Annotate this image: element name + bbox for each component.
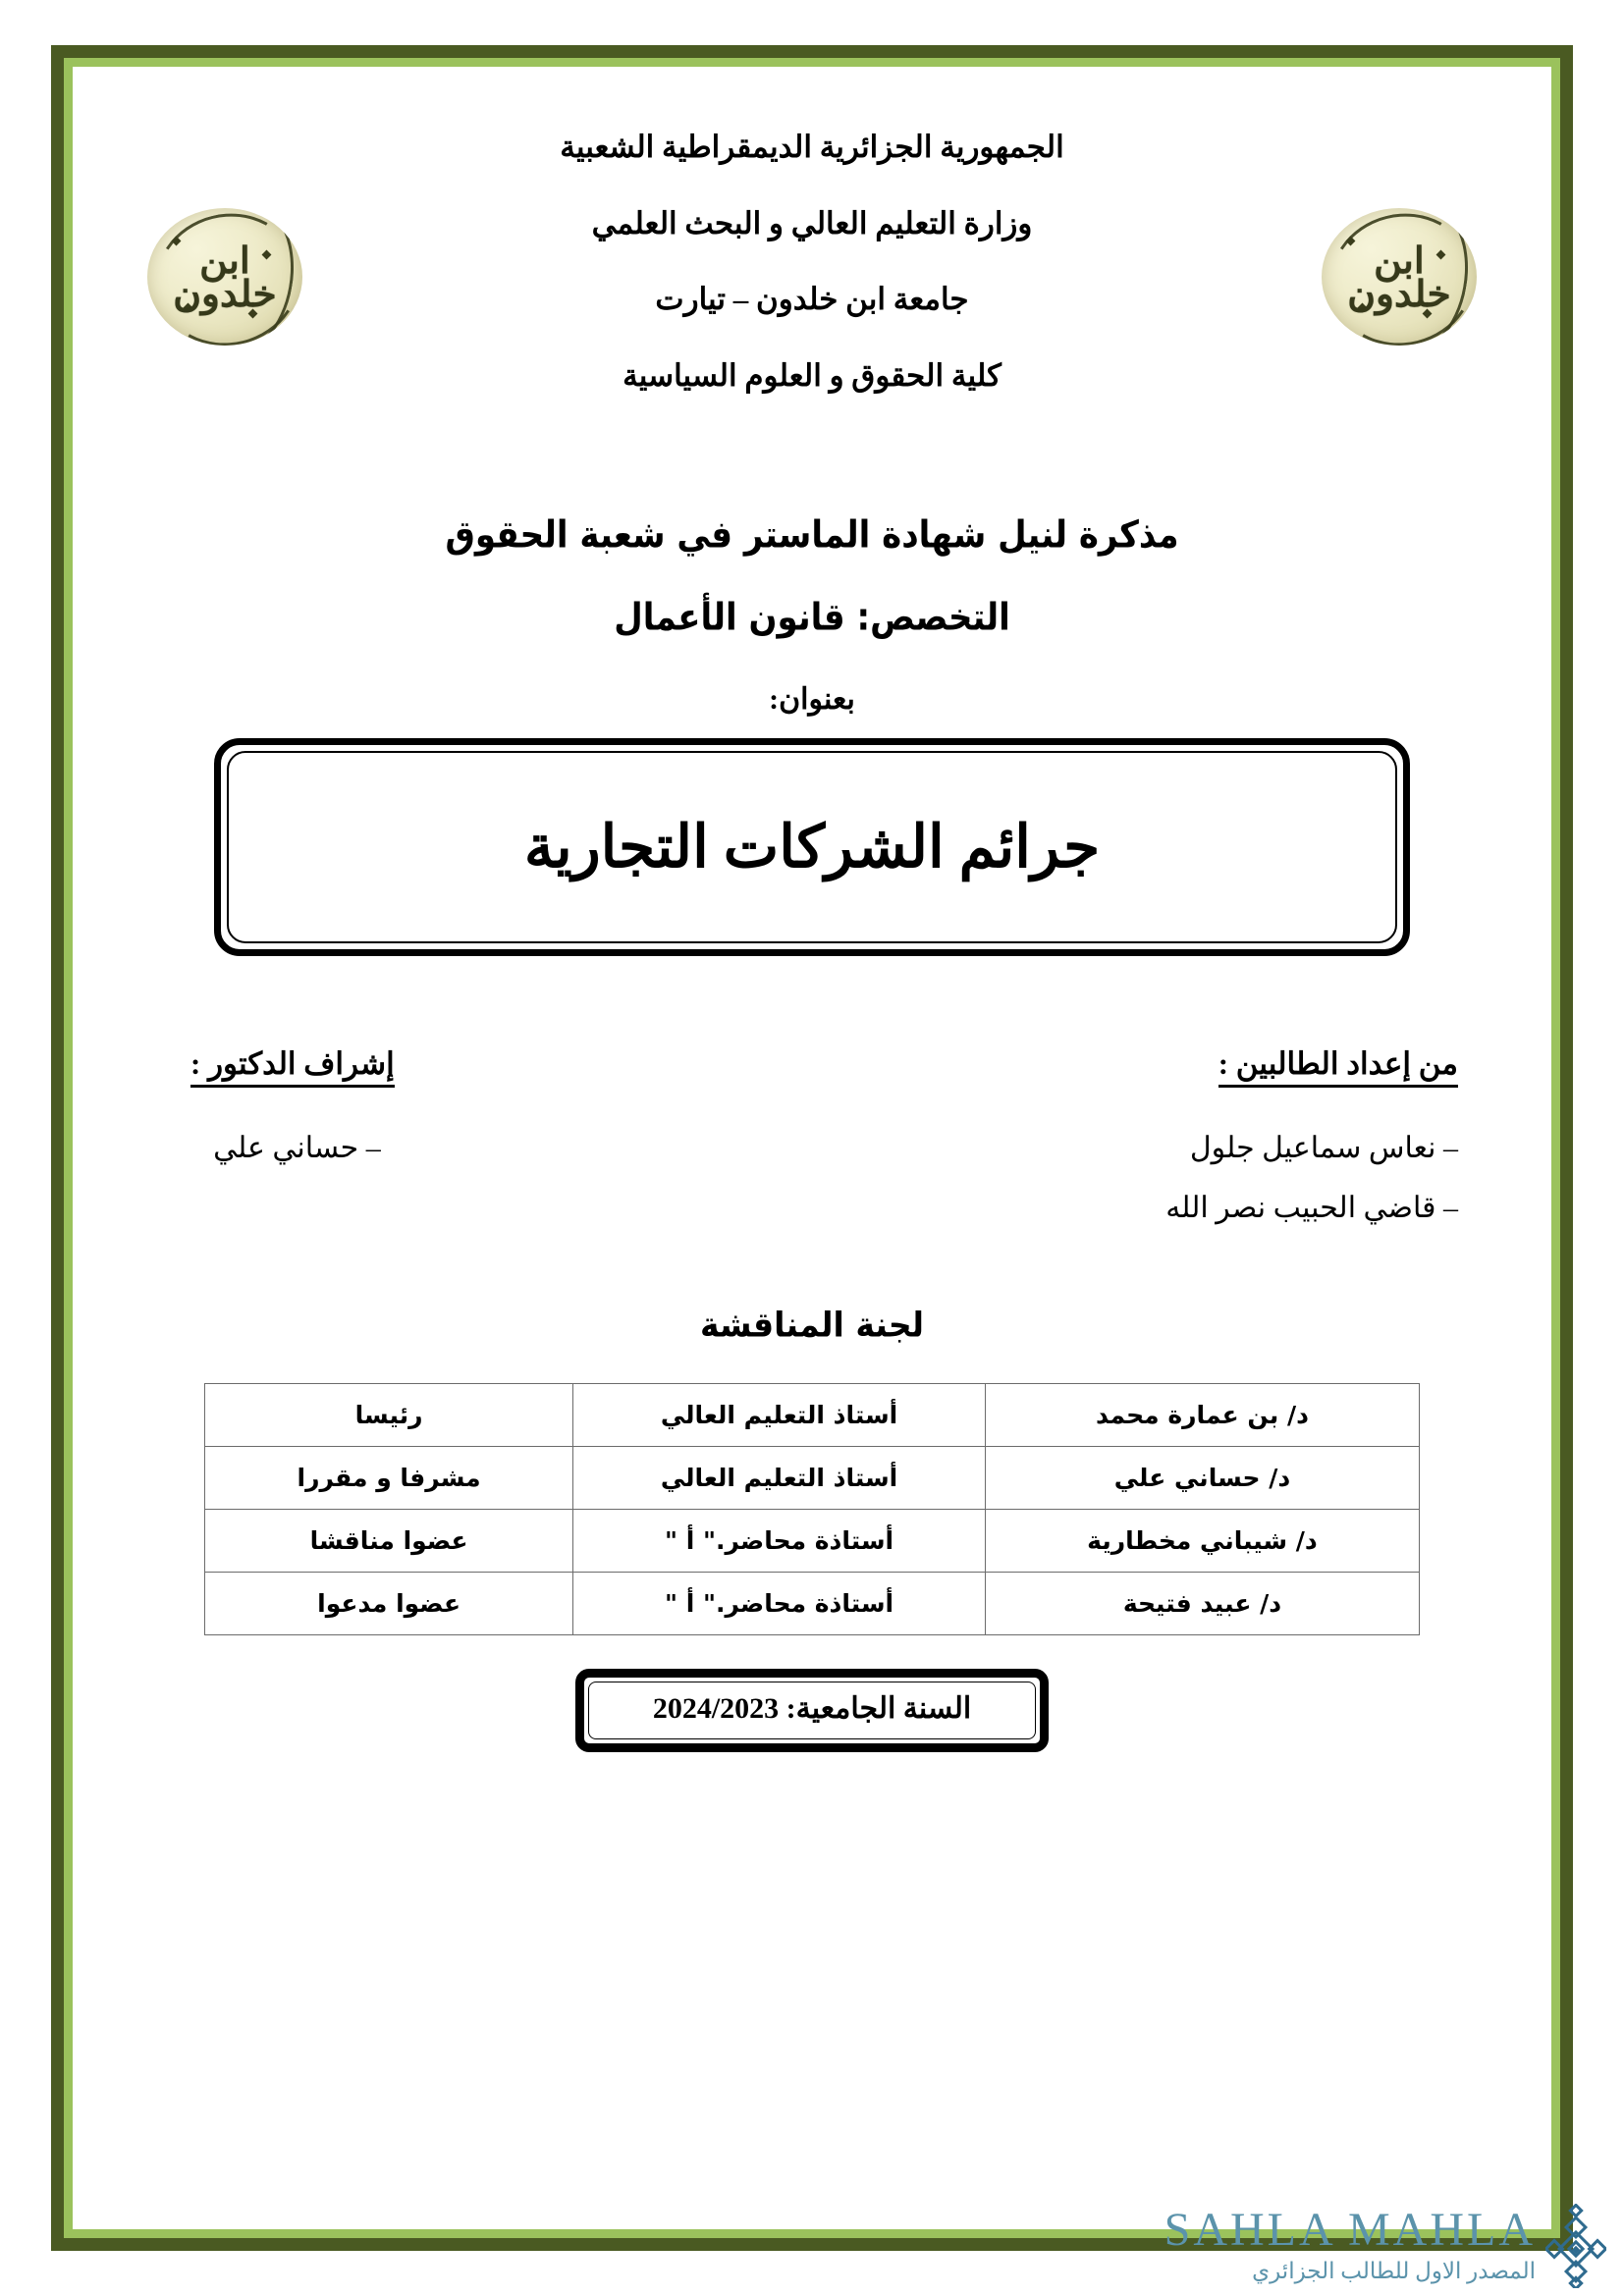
seal-calligraphy-text: ابن خلدون [1347, 238, 1451, 315]
jury-table-wrapper [73, 1383, 1551, 1635]
academic-year-box [575, 1669, 1049, 1752]
student-name: – قاضي الحبيب نصر الله [1165, 1192, 1458, 1224]
student-name: – نعاس سماعيل جلول [1189, 1132, 1458, 1164]
supervisor-name: – حساني علي [213, 1132, 381, 1164]
jury-member-rank: أستاذ التعليم العالي [573, 1384, 986, 1447]
header-section [73, 132, 1551, 431]
supervisor-heading: إشراف الدكتور : [190, 1046, 395, 1088]
jury-member-rank: أستاذ التعليم العالي [573, 1447, 986, 1510]
title-box-wrapper [73, 738, 1551, 956]
students-heading: من إعداد الطالبين : [1218, 1046, 1458, 1088]
academic-year-text: السنة الجامعية: 2024/2023 [652, 1692, 972, 1725]
country-line: الجمهورية الجزائرية الديمقراطية الشعبية [560, 130, 1064, 164]
jury-member-rank: أستاذة محاضر." أ " [573, 1573, 986, 1635]
academic-year-wrapper [73, 1669, 1551, 1752]
table-row [205, 1510, 1420, 1573]
specialty-statement: التخصص: قانون الأعمال [614, 595, 1010, 640]
jury-member-name: د/ بن عمارة محمد [985, 1384, 1419, 1447]
university-seal-left-logo [147, 208, 302, 346]
page-content [73, 67, 1551, 2229]
watermark-brand: SAHLA MAHLA [1164, 2204, 1536, 2257]
university-line: جامعة ابن خلدون – تيارت [655, 282, 969, 317]
jury-member-role: عضوا مدعوا [205, 1573, 573, 1635]
watermark-text-block [1164, 2204, 1536, 2285]
table-row [205, 1573, 1420, 1635]
seal-calligraphy-text: ابن خلدون [173, 238, 277, 315]
people-section [73, 1046, 1551, 1251]
thesis-title-box [214, 738, 1410, 956]
jury-member-name: د/ حساني علي [985, 1447, 1419, 1510]
title-label: بعنوان: [769, 683, 855, 716]
jury-member-role: مشرفا و مقررا [205, 1447, 573, 1510]
degree-section [73, 512, 1551, 640]
jury-member-name: د/ شيباني مخطارية [985, 1510, 1419, 1573]
jury-member-name: د/ عبيد فتيحة [985, 1573, 1419, 1635]
jury-table [204, 1383, 1420, 1635]
watermark-tagline: المصدر الاول للطالب الجزائري [1252, 2259, 1536, 2284]
degree-statement: مذكرة لنيل شهادة الماستر في شعبة الحقوق [445, 512, 1179, 558]
jury-member-rank: أستاذة محاضر." أ " [573, 1510, 986, 1573]
jury-member-role: عضوا مناقشا [205, 1510, 573, 1573]
faculty-line: كلية الحقوق و العلوم السياسية [623, 357, 1001, 393]
university-seal-right-logo [1322, 208, 1477, 346]
ministry-line: وزارة التعليم العالي و البحث العلمي [591, 205, 1033, 240]
jury-member-role: رئيسا [205, 1384, 573, 1447]
sahla-mahla-watermark [1164, 2204, 1606, 2288]
berber-diamond-icon [1545, 2204, 1606, 2288]
students-column [1165, 1046, 1458, 1251]
table-row [205, 1384, 1420, 1447]
supervisor-column [190, 1046, 395, 1251]
jury-heading: لجنة المناقشة [699, 1304, 925, 1346]
table-row [205, 1447, 1420, 1510]
thesis-title: جرائم الشركات التجارية [523, 815, 1101, 880]
